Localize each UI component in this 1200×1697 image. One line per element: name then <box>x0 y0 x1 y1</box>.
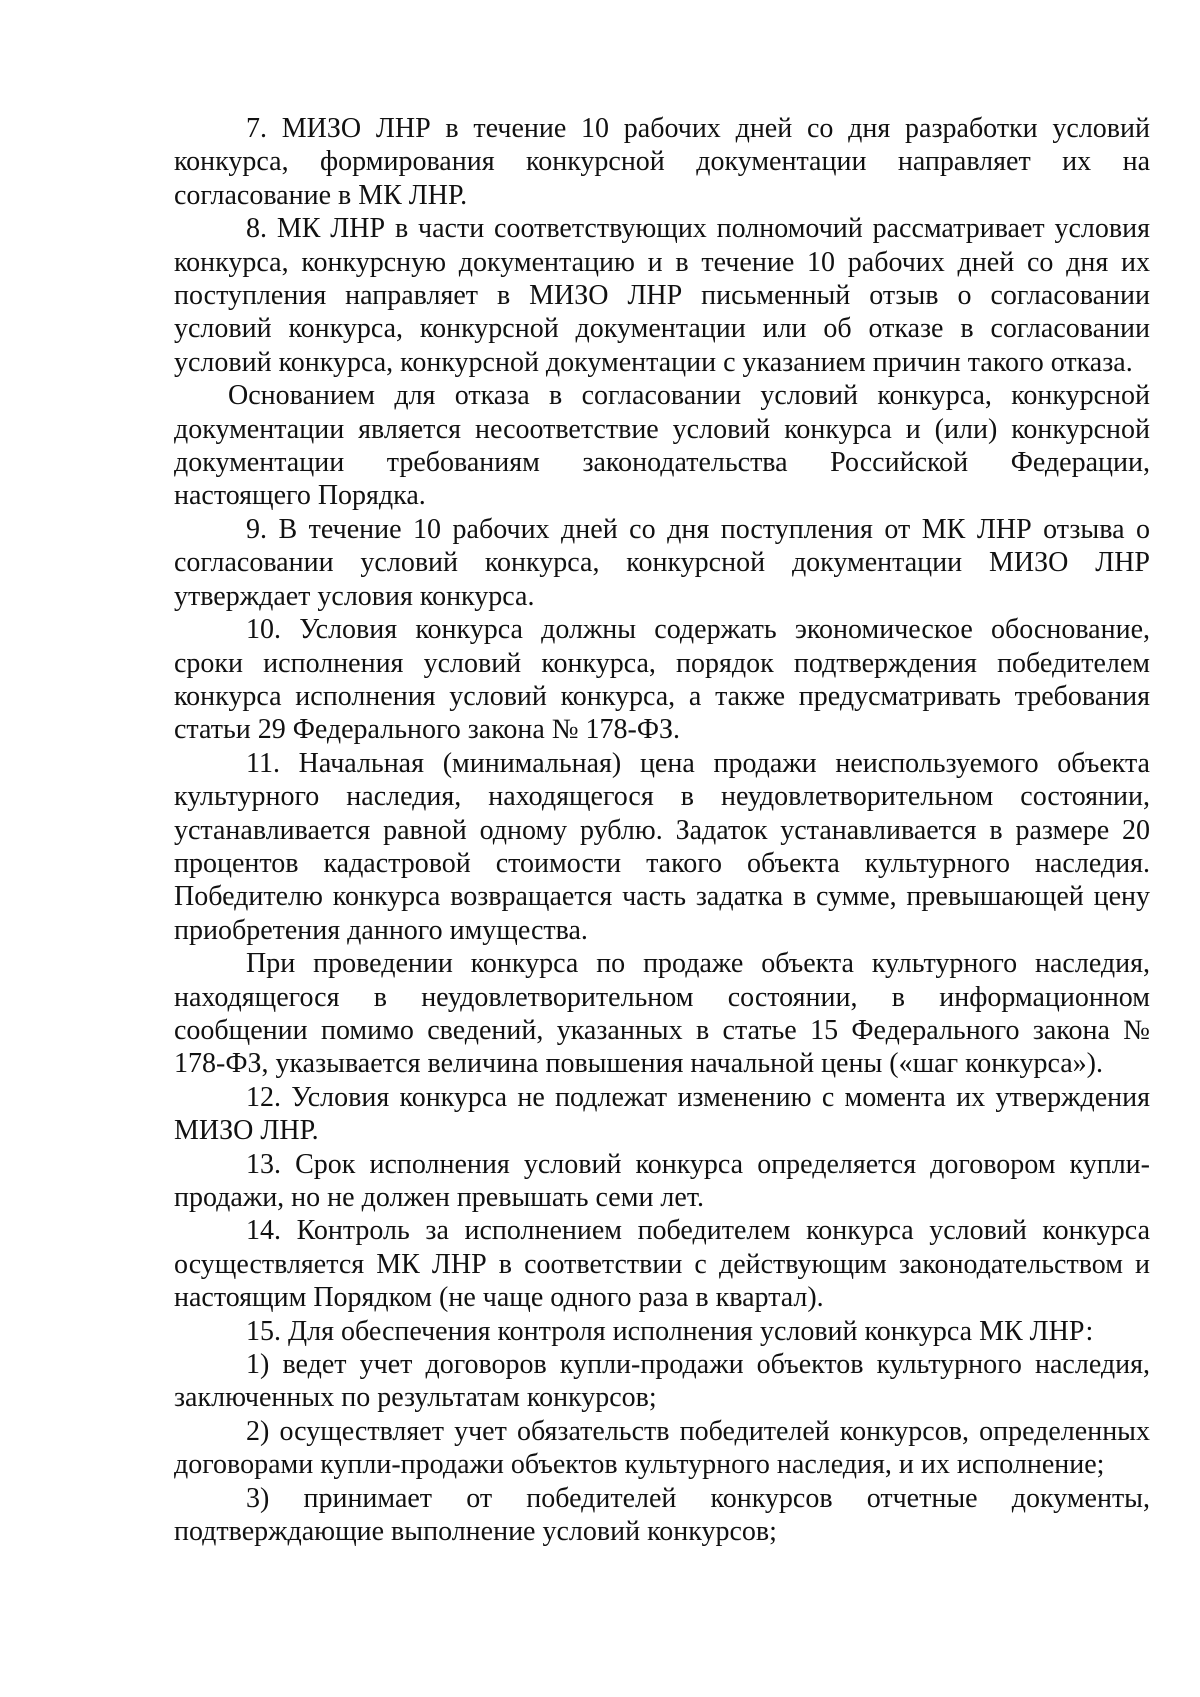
paragraph-7: 7. МИЗО ЛНР в течение 10 рабочих дней со дня разработки условий конкурса, формирования конкурсной документации направляет их на согласование в МК ЛНР. <box>174 113 1150 211</box>
paragraph-10: 10. Условия конкурса должны содержать экономическое обоснование, сроки исполнения условий конкурса, порядок подтверждения победителем конкурса исполнения условий конкурса, а также предусматривать требования статьи 29 Федерального закона № 178-ФЗ. <box>174 614 1150 746</box>
paragraph-9: 9. В течение 10 рабочих дней со дня поступления от МК ЛНР отзыва о согласовании условий конкурса, конкурсной документации МИЗО ЛНР утверждает условия конкурса. <box>174 513 1150 612</box>
paragraph-12: 12. Условия конкурса не подлежат изменению с момента их утверждения МИЗО ЛНР. <box>174 1081 1150 1147</box>
document-page <box>174 112 1150 1548</box>
paragraph-14: 14. Контроль за исполнением победителем конкурса условий конкурса осуществляется МК ЛНР в соответствии с действующим законодательством и настоящим Порядком (не чаще одного раза в квартал). <box>174 1215 1150 1314</box>
paragraph-13: 13. Срок исполнения условий конкурса определяется договором купли-продажи, но не должен превышать семи лет. <box>174 1148 1150 1213</box>
paragraph-8: 8. МК ЛНР в части соответствующих полномочий рассматривает условия конкурса, конкурсную документацию и в течение 10 рабочих дней со дня их поступления направляет в МИЗО ЛНР письменный отзыв о согласовании условий конкурса, конкурсной документации или об отказе в согласовании условий конкурса, конкурсной документации с указанием причин такого отказа. <box>174 213 1150 378</box>
paragraph-11: 11. Начальная (минимальная) цена продажи неиспользуемого объекта культурного наследия, находящегося в неудовлетворительном состоянии, устанавливается равной одному рублю. Задаток устанавливается в размере 20 процентов кадастровой стоимости такого объекта культурного наследия. Победителю конкурса возвращается часть задатка в сумме, превышающей цену приобретения данного имущества. <box>174 747 1150 946</box>
paragraph-11-info: При проведении конкурса по продаже объекта культурного наследия, находящегося в неудовлетворительном состоянии, в информационном сообщении помимо сведений, указанных в статье 15 Федерального закона № 178-ФЗ, указывается величина повышения начальной цены («шаг конкурса»). <box>174 948 1150 1080</box>
list-item-1: 1) ведет учет договоров купли-продажи объектов культурного наследия, заключенных по результатам конкурсов; <box>174 1349 1150 1414</box>
paragraph-15: 15. Для обеспечения контроля исполнения условий конкурса МК ЛНР: <box>246 1315 1094 1347</box>
list-item-2: 2) осуществляет учет обязательств победителей конкурсов, определенных договорами купли-продажи объектов культурного наследия, и их исполнение; <box>174 1415 1150 1481</box>
list-item-3: 3) принимает от победителей конкурсов отчетные документы, подтверждающие выполнение условий конкурсов; <box>174 1482 1150 1548</box>
paragraph-refusal-grounds: Основанием для отказа в согласовании условий конкурса, конкурсной документации является несоответствие условий конкурса и (или) конкурсной документации требованиям законодательства Российской Федерации, настоящего Порядка. <box>174 380 1150 512</box>
